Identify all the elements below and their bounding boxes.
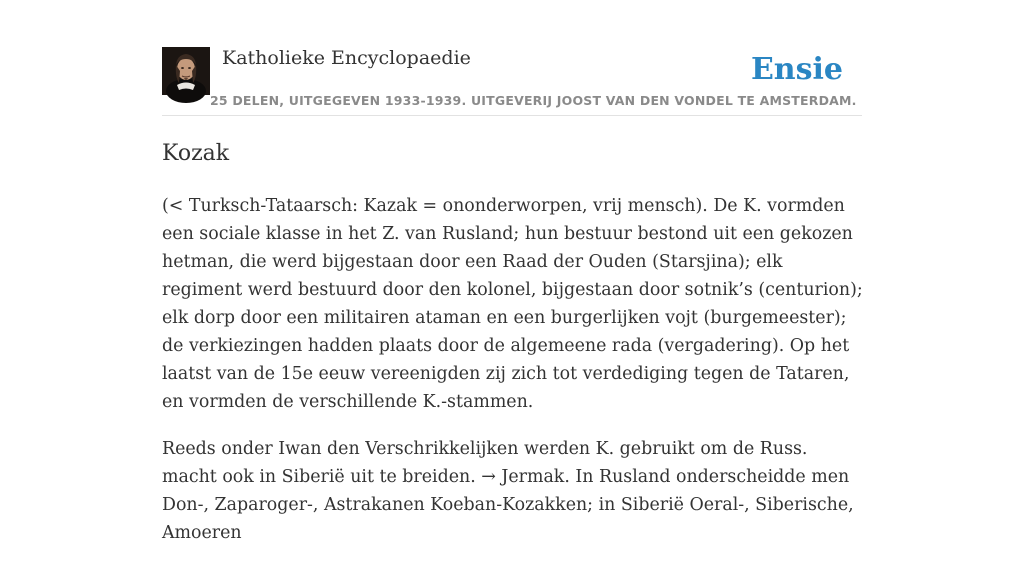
book-header bbox=[162, 0, 862, 116]
content-column bbox=[162, 0, 863, 543]
entry-paragraph: Reeds onder Iwan den Verschrikkelijken werden K. gebruikt om de Russ. macht ook in Siberië uit te breiden. → Jermak. In Rusland onderscheidde men Don-, Zaparoger-, Astrakanen Koeban-Kozakken; in Siberië Oeral-, Siberische, Amoeren bbox=[162, 439, 854, 543]
entry-paragraph: (< Turksch-Tataarsch: Kazak = ononderworpen, vrij mensch). De K. vormden een sociale klasse in het Z. van Rusland; hun bestuur bestond uit een gekozen hetman, die werd bijgestaan door een Raad der Ouden (Starsjina); elk regiment werd bestuurd door den kolonel, bijgestaan door sotnik’s (centurion); elk dorp door een militairen ataman en een burgerlijken vojt (burgemeester); de verkiezingen hadden plaats door de algemeene rada (vergadering). Op het laatst van de 15e eeuw vereenigden zij zich tot verdediging tegen de Tataren, en vormden de verschillende K.-stammen. bbox=[162, 196, 863, 412]
book-subtitle: 25 DELEN, UITGEGEVEN 1933-1939. UITGEVERIJ JOOST VAN DEN VONDEL TE AMSTERDAM. bbox=[210, 93, 857, 108]
entry-title: Kozak bbox=[162, 141, 230, 166]
portrait-avatar-icon[interactable] bbox=[162, 47, 210, 95]
brand-logo-link[interactable]: Ensie bbox=[750, 52, 843, 87]
entry-body bbox=[162, 192, 864, 566]
book-title-link[interactable]: Katholieke Encyclopaedie bbox=[222, 47, 471, 69]
